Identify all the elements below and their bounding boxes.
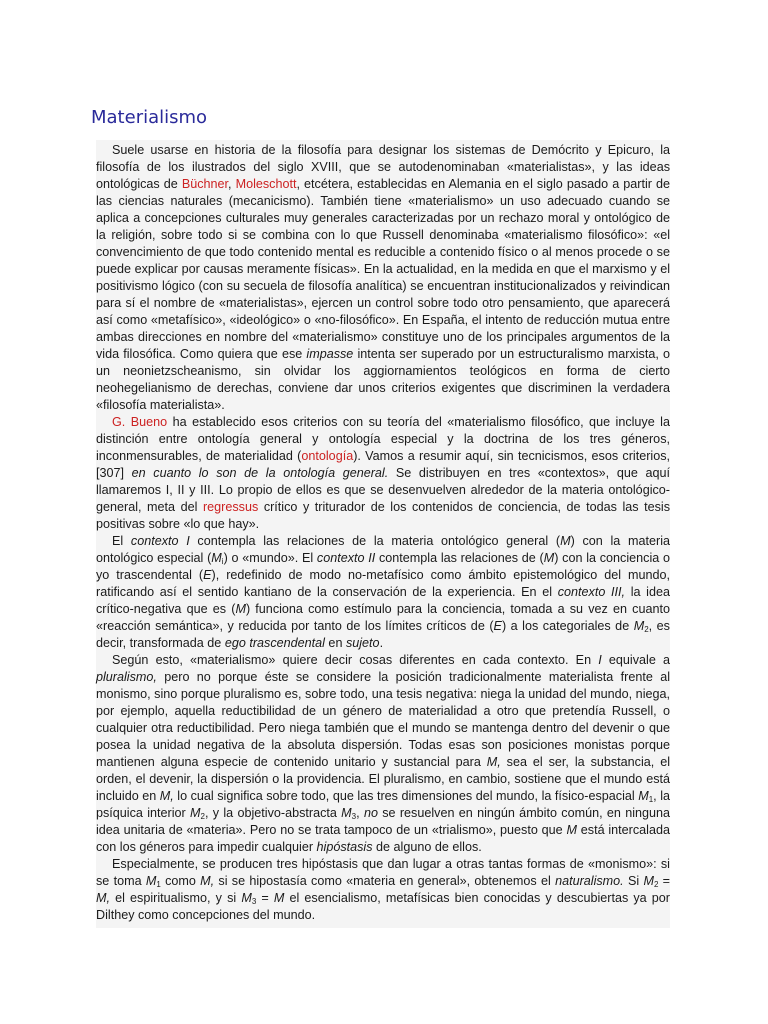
subscript: 1 [648,795,654,804]
inline-link[interactable]: Büchner [181,177,229,191]
italic-text: E [493,619,502,633]
italic-text: M [211,551,222,565]
text-run: El [112,534,131,548]
text-run: contempla las relaciones de la materia ontológico general ( [189,534,561,548]
text-run: si se hipostasía como «materia en general», obtenemos el [214,874,556,888]
text-run: como [160,874,201,888]
italic-text: pluralismo, [96,670,157,684]
text-run: ) a los categoriales de [501,619,634,633]
paragraph [96,856,670,924]
paragraph [96,652,670,856]
text-run: la idea crítico-negativa que es ( [96,585,670,616]
subscript: 3 [251,897,257,906]
italic-text: M, [486,755,501,769]
text-run: ) con la conciencia o yo trascendental ( [96,551,670,582]
italic-text: M [273,891,285,905]
text-run: , y la objetivo-abstracta [204,806,342,820]
text-run: equivale a [601,653,670,667]
italic-text: no [363,806,378,820]
text-run: en [324,636,346,650]
paragraph [96,414,670,533]
text-run: . [379,636,384,650]
italic-text: M [633,619,645,633]
inline-link[interactable]: ontología [301,449,354,463]
italic-text: M [241,891,252,905]
italic-text: M [566,823,577,837]
italic-text: M, [159,789,174,803]
italic-text: impasse [306,347,354,361]
subscript: 3 [351,812,357,821]
text-run: el esencialismo, metafísicas bien conocidas y descubiertas ya por Dilthey como concepciones del mundo. [96,891,670,922]
italic-text: M [560,534,571,548]
text-run: Según esto, «materialismo» quiere decir cosas diferentes en cada contexto. En [112,653,599,667]
italic-text: M [643,874,654,888]
text-run: , etcétera, establecidas en Alemania en el siglo pasado a partir de las ciencias naturales (mecanicismo). También tiene «materialismo» un uso adecuado cuando se aplica a concepciones culturales muy generales caracterizadas por un rechazo moral y ontológico de la religión, sobre todo si se combina con lo que Russell denominaba «materialismo filosófico»: «el convencimiento de que todo contenido mental es reducible a contenido físico o al menos procede o se puede explicar por causas meramente físicas». En la actualidad, en la medida en que el marxismo y el positivismo lógico (con su secuela de filosofía analítica) se encuentran institucionalizados y reivindican para sí el nombre de «materialistas», ejercen un control sobre todo otro pensamiento, que aparecerá así como «metafísico», «ideológico» o «no-filosófico». En España, el intento de reducción mutua entre ambas direcciones en nombre del «materialismo» constituye uno de los principales argumentos de la vida filosófica. Como quiera que ese [96,177,670,361]
text-run: Si [623,874,644,888]
italic-text: M [190,806,201,820]
text-run: sea el ser, la substancia, el orden, el devenir, la dispersión o la providencia. El pluralismo, en cambio, sostiene que el mundo está incluido en [96,755,671,803]
text-run: ). Vamos a resumir aquí, sin tecnicismos, esos criterios, [307] [96,449,670,480]
italic-text: M, [96,891,110,905]
italic-text: contexto II [316,551,376,565]
text-run: ha establecido esos criterios con su teoría del «materialismo filosófico, que incluye la distinción entre ontología general y ontología especial y la doctrina de los tres géneros, inconmensurables, de materialidad ( [96,415,670,463]
text-run: de alguno de ellos. [372,840,482,854]
italic-text: en cuanto lo son de la ontología general. [131,466,389,480]
italic-text: naturalismo. [555,874,624,888]
text-run: , es decir, transformada de [96,619,670,650]
text-run: contempla las relaciones de ( [375,551,544,565]
text-run: ) o «mundo». El [223,551,317,565]
text-run: , [228,177,236,191]
italic-text: contexto III, [557,585,626,599]
italic-text: I [598,653,602,667]
italic-text: M [145,874,157,888]
text-run: , la psíquica interior [96,789,670,820]
text-run: pero no porque éste se considere la posición tradicionalmente materialista frente al monismo, sino porque pluralismo es, sobre todo, una tesis negativa: niega la unidad del mundo, niega, por ejemplo, aquella reductibilidad de un género de materialidad a otro que pretendía Russell, o cualquier otra reductibilidad. Pero niega también que el mundo se mantenga dentro del devenir o que posea la unidad negativa de la absoluta dispersión. Todas esas son posiciones monistas porque mantienen alguna especie de contenido unitario y sustancial para [96,670,670,769]
italic-text: contexto I [130,534,190,548]
subscript: 1 [156,880,161,889]
text-run: lo cual significa sobre todo, que las tres dimensiones del mundo, la físico-espacial [173,789,639,803]
text-run: Especialmente, se producen tres hipóstasis que dan lugar a otras tantas formas de «monismo»: si se toma [96,857,670,888]
text-run: está intercalada con los géneros para impedir cualquier [96,823,670,854]
italic-text: M [638,789,649,803]
subscript: 2 [200,812,205,821]
text-run: Se distribuyen en tres «contextos», que aquí llamaremos I, II y III. Lo propio de ellos es que se desenvuelven alrededor de la materia ontológico-general, meta del [96,466,670,514]
text-run: se resuelven en ningún ámbito común, en ninguna idea unitaria de «materia». Pero no se trata tampoco de un «trialismo», puesto que [96,806,671,837]
inline-link[interactable]: regressus [202,500,259,514]
inline-link[interactable]: G. Bueno [112,415,168,429]
italic-text: hipóstasis [316,840,373,854]
italic-text: M [543,551,555,565]
text-run: = [658,874,671,888]
text-run: ) con la materia ontológico especial ( [96,534,670,565]
italic-text: M, [200,874,215,888]
text-run: crítico y triturador de los contenidos de conciencia, de todas las tesis positivas sobre «lo que hay». [96,500,670,531]
italic-text: ego trascendental [224,636,325,650]
text-run: = [256,891,274,905]
italic-text: sujeto [345,636,380,650]
text-run: intenta ser superado por un estructuralismo marxista, o un neonietzscheanismo, sin olvidar los aggiornamientos teológicos en forma de cierto neohegelianismo de derechas, conviene dar unos criterios exigentes que discriminen la verdadera «filosofía materialista». [96,347,670,412]
text-run: el espiritualismo, y si [110,891,242,905]
text-run: Suele usarse en historia de la filosofía para designar los sistemas de Demócrito y Epicuro, la filosofía de los ilustrados del siglo XVIII, que se autodenominaban «materialistas», y las ideas ontológicas de [96,143,670,191]
inline-link[interactable]: Moleschott [235,177,297,191]
article-body [96,140,670,928]
subscript: 2 [653,880,659,889]
paragraph [96,533,670,652]
text-run: , [356,806,364,820]
italic-text: M [341,806,352,820]
italic-text: E [203,568,212,582]
page-title: Materialismo [91,107,208,128]
italic-text: M [235,602,246,616]
text-run: ) funciona como estímulo para la conciencia, tomada a su vez en cuanto «reacción semántica», y reducida por tanto de los límites críticos de ( [96,602,670,633]
subscript: i [221,557,224,566]
text-run: ), redefinido de modo no-metafísico como ámbito epistemológico del mundo, ratificando así el sentido kantiano de la conservación de la experiencia. En el [96,568,671,599]
subscript: 2 [644,625,649,634]
paragraph [96,142,670,414]
